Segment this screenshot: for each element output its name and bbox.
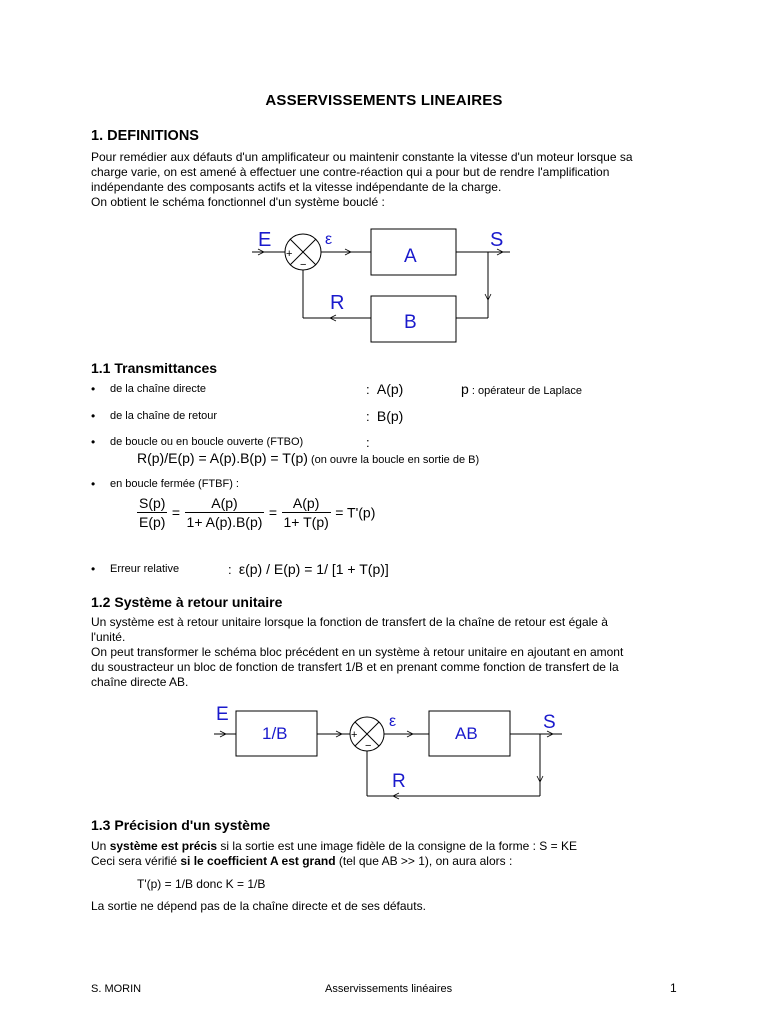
numerator: S(p) bbox=[139, 495, 166, 511]
bullet-relative-error bbox=[91, 563, 691, 579]
text: Un bbox=[91, 839, 110, 853]
ftbf-formula bbox=[137, 494, 375, 531]
fraction-s-over-e bbox=[137, 494, 167, 531]
text-line bbox=[91, 839, 691, 854]
text: (tel que AB >> 1), on aura alors : bbox=[335, 854, 513, 868]
precision-conclusion: La sortie ne dépend pas de la chaîne directe et de ses défauts. bbox=[91, 899, 426, 913]
formula: R(p)/E(p) = A(p).B(p) = T(p) bbox=[137, 450, 308, 466]
denominator: 1+ A(p).B(p) bbox=[186, 514, 263, 530]
minus-sign-2: − bbox=[365, 740, 372, 752]
label-r-2: R bbox=[392, 771, 406, 792]
numerator: A(p) bbox=[185, 494, 265, 513]
text-line: Pour remédier aux défauts d'un amplificateur ou maintenir constante la vitesse d'un moteur lorsque sa bbox=[91, 150, 633, 164]
summing-junction-2 bbox=[350, 717, 384, 751]
text: Ceci sera vérifié bbox=[91, 854, 181, 868]
colon: : bbox=[366, 435, 370, 450]
bullet-dot: • bbox=[91, 382, 96, 396]
footer-doc-title: Asservissements linéaires bbox=[325, 983, 453, 995]
block-ab bbox=[429, 711, 510, 756]
denominator: E(p) bbox=[139, 514, 166, 530]
bullet-return-chain bbox=[91, 410, 691, 426]
error-formula bbox=[228, 561, 389, 577]
formula-note: (on ouvre la boucle en sortie de B) bbox=[307, 454, 480, 466]
text-line: chaîne directe AB. bbox=[91, 675, 189, 689]
block-diagram-unity-feedback bbox=[214, 711, 562, 796]
value-b-p: B(p) bbox=[376, 408, 404, 424]
bullet-dot: • bbox=[91, 562, 96, 576]
colon: : bbox=[366, 382, 370, 397]
label-epsilon-2: ε bbox=[389, 713, 397, 730]
label-r: R bbox=[330, 292, 345, 314]
p-symbol: p bbox=[461, 381, 469, 397]
footer-author: S. MORIN bbox=[91, 983, 142, 995]
colon-sep bbox=[366, 408, 403, 424]
colon: : bbox=[228, 562, 232, 577]
block-b-label: B bbox=[404, 312, 417, 333]
section-heading-precision: 1.3 Précision d'un système bbox=[91, 817, 271, 833]
text-line: Un système est à retour unitaire lorsque la fonction de transfert de la chaîne de retour est égale à bbox=[91, 615, 608, 629]
bullet-direct-chain bbox=[91, 383, 691, 399]
text-line: l'unité. bbox=[91, 630, 126, 644]
definitions-paragraph bbox=[91, 150, 691, 210]
bullet-text: en boucle fermée (FTBF) : bbox=[110, 478, 239, 490]
section-heading-unity-feedback: 1.2 Système à retour unitaire bbox=[91, 594, 283, 610]
value-a-p: A(p) bbox=[376, 381, 404, 397]
label-s-2: S bbox=[543, 712, 556, 733]
plus-sign: + bbox=[286, 248, 293, 260]
text: si la sortie est une image fidèle de la consigne de la forme : S = KE bbox=[217, 839, 577, 853]
numerator: A(p) bbox=[282, 494, 331, 513]
block-b bbox=[371, 296, 456, 342]
text-line bbox=[91, 854, 691, 869]
precision-paragraph bbox=[91, 839, 691, 869]
colon-sep bbox=[366, 381, 403, 397]
ftbo-formula bbox=[137, 450, 479, 468]
denominator: 1+ T(p) bbox=[283, 514, 329, 530]
block-ab-label: AB bbox=[455, 724, 478, 743]
note: : opérateur de Laplace bbox=[468, 385, 582, 397]
bullet-text: de la chaîne directe bbox=[110, 383, 207, 395]
bold-text: si le coefficient A est grand bbox=[180, 854, 336, 868]
block-1-over-b-label: 1/B bbox=[262, 724, 288, 743]
block-1-over-b bbox=[236, 711, 317, 756]
text-line: du soustracteur un bloc de fonction de transfert 1/B et en prenant comme fonction de transfert de la bbox=[91, 660, 619, 674]
text-line: charge varie, on est amené à effectuer une contre-réaction qui a pour but de rendre l'amplification bbox=[91, 165, 610, 179]
plus-sign-2: + bbox=[351, 729, 358, 741]
footer-page-number: 1 bbox=[670, 981, 677, 995]
minus-sign: − bbox=[300, 259, 307, 271]
text-line: On obtient le schéma fonctionnel d'un système bouclé : bbox=[91, 195, 385, 209]
section-heading-definitions: 1. DEFINITIONS bbox=[91, 128, 199, 144]
label-e-2: E bbox=[216, 704, 229, 725]
summing-junction bbox=[285, 234, 321, 270]
fraction-a-over-1ab bbox=[185, 494, 265, 531]
unity-feedback-paragraph bbox=[91, 615, 691, 690]
block-a bbox=[371, 229, 456, 275]
bold-text: système est précis bbox=[109, 839, 218, 853]
bullet-text: Erreur relative bbox=[110, 563, 180, 575]
bullet-ftbf bbox=[91, 478, 691, 494]
label-e: E bbox=[258, 229, 272, 251]
colon: : bbox=[366, 409, 370, 424]
equals: = bbox=[171, 504, 181, 521]
equals-t-prime: = T'(p) bbox=[335, 504, 376, 521]
precision-formula: T'(p) = 1/B donc K = 1/B bbox=[137, 877, 266, 891]
bullet-text: de boucle ou en boucle ouverte (FTBO) bbox=[110, 436, 304, 448]
label-epsilon: ε bbox=[325, 231, 333, 248]
laplace-note bbox=[461, 381, 582, 397]
bullet-dot: • bbox=[91, 409, 96, 423]
page-title: ASSERVISSEMENTS LINEAIRES bbox=[265, 92, 503, 109]
formula: ε(p) / E(p) = 1/ [1 + T(p)] bbox=[238, 561, 389, 577]
text-line: indépendante des composants actifs et la vitesse indépendante de la charge. bbox=[91, 180, 502, 194]
bullet-dot: • bbox=[91, 435, 96, 449]
equals: = bbox=[268, 504, 278, 521]
section-heading-transmittances: 1.1 Transmittances bbox=[91, 360, 218, 376]
block-a-label: A bbox=[404, 246, 417, 267]
label-s: S bbox=[490, 229, 504, 251]
bullet-text: de la chaîne de retour bbox=[110, 410, 218, 422]
fraction-a-over-1t bbox=[282, 494, 331, 531]
bullet-dot: • bbox=[91, 477, 96, 491]
text-line: On peut transformer le schéma bloc précédent en un système à retour unitaire en ajoutant en amont bbox=[91, 645, 624, 659]
